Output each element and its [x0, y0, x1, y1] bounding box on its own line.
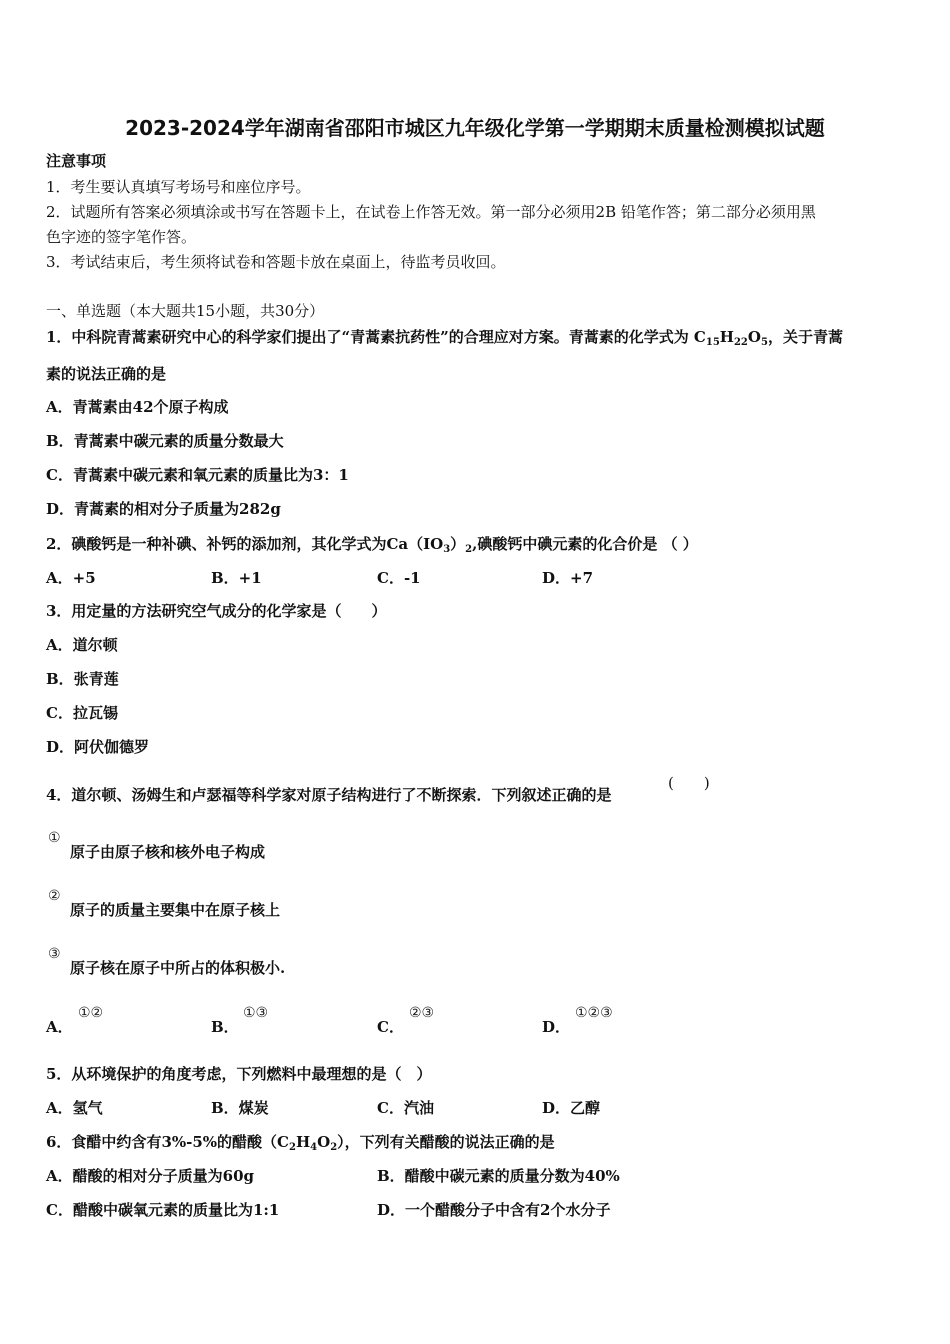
q4-statement-1: 原子由原子核和核外电子构成	[70, 843, 266, 861]
q4-option-d-label[interactable]: D．	[542, 1018, 571, 1036]
q1-stem	[46, 328, 843, 352]
q6-sub-2: 4	[310, 1142, 318, 1153]
q4-statement-1-mark: ①	[48, 830, 61, 846]
q6-sub-3: 2	[330, 1142, 338, 1153]
q2-stem	[46, 535, 698, 559]
q6-option-d[interactable]: D．一个醋酸分子中含有2个水分子	[377, 1201, 611, 1219]
q1-option-c[interactable]: C．青蒿素中碳元素和氧元素的质量比为3：1	[46, 466, 349, 484]
q1-stem-part-b: ，关于青蒿	[767, 328, 843, 346]
q5-option-c[interactable]: C．汽油	[377, 1099, 434, 1117]
q4-option-a-value: ①②	[78, 1005, 104, 1021]
q4-statement-3: 原子核在原子中所占的体积极小.	[70, 959, 286, 977]
q2-stem-part-a: 2．碘酸钙是一种补碘、补钙的添加剂，其化学式为Ca（IO	[46, 535, 444, 553]
q1-mid-2: O	[747, 328, 761, 346]
q1-sub-2: 22	[733, 337, 748, 348]
q6-stem-part-b: ），下列有关醋酸的说法正确的是	[337, 1133, 555, 1151]
q6-option-c[interactable]: C．醋酸中碳氧元素的质量比为1:1	[46, 1201, 280, 1219]
q1-option-b[interactable]: B．青蒿素中碳元素的质量分数最大	[46, 432, 284, 450]
q4-option-b-label[interactable]: B．	[211, 1018, 239, 1036]
notice-item-2: 2．试题所有答案必须填涂或书写在答题卡上，在试卷上作答无效。第一部分必须用2B 铅笔作答；第二部分必须用黑	[46, 203, 816, 221]
page-title: 2023-2024学年湖南省邵阳市城区九年级化学第一学期期末质量检测模拟试题	[125, 116, 825, 140]
q3-option-d[interactable]: D．阿伏伽德罗	[46, 738, 150, 756]
q3-option-c[interactable]: C．拉瓦锡	[46, 704, 118, 722]
q4-statement-2-mark: ②	[48, 888, 61, 904]
q2-stem-part-b: ）	[450, 535, 466, 553]
q4-statement-3-mark: ③	[48, 946, 61, 962]
q6-option-b[interactable]: B．醋酸中碳元素的质量分数为40%	[377, 1167, 620, 1185]
q3-option-b[interactable]: B．张青莲	[46, 670, 119, 688]
q5-option-a[interactable]: A．氢气	[46, 1099, 103, 1117]
notice-item-2-cont: 色字迹的签字笔作答。	[46, 228, 197, 246]
q2-sub-1: 3	[443, 544, 451, 555]
q6-stem-part-a: 6．食醋中约含有3%-5%的醋酸（C	[46, 1133, 289, 1151]
q3-option-a[interactable]: A．道尔顿	[46, 636, 118, 654]
q4-option-b-value: ①③	[243, 1005, 269, 1021]
q4-stem: 4．道尔顿、汤姆生和卢瑟福等科学家对原子结构进行了不断探索．下列叙述正确的是	[46, 786, 612, 804]
notice-heading: 注意事项	[46, 152, 107, 170]
q4-option-c-label[interactable]: C．	[377, 1018, 404, 1036]
q5-option-d[interactable]: D．乙醇	[542, 1099, 601, 1117]
q4-answer-paren: ( )	[668, 774, 710, 792]
section-heading: 一、单选题（本大题共15小题，共30分）	[46, 302, 325, 320]
q6-option-a[interactable]: A．醋酸的相对分子质量为60g	[46, 1167, 255, 1185]
q2-option-a[interactable]: A．+5	[46, 569, 96, 587]
q3-stem: 3．用定量的方法研究空气成分的化学家是（ ）	[46, 602, 387, 620]
q6-stem	[46, 1133, 555, 1157]
q5-stem: 5．从环境保护的角度考虑，下列燃料中最理想的是（ ）	[46, 1065, 432, 1083]
q2-option-c[interactable]: C．-1	[377, 569, 421, 587]
q6-mid-2: O	[317, 1133, 331, 1151]
q4-statement-2: 原子的质量主要集中在原子核上	[70, 901, 281, 919]
q2-option-d[interactable]: D．+7	[542, 569, 594, 587]
q4-option-c-value: ②③	[409, 1005, 435, 1021]
q1-stem-part-a: 1．中科院青蒿素研究中心的科学家们提出了“青蒿素抗药性”的合理应对方案。青蒿素的化学式为 C	[46, 328, 706, 346]
q2-option-b[interactable]: B．+1	[211, 569, 262, 587]
notice-item-3: 3．考试结束后，考生须将试卷和答题卡放在桌面上，待监考员收回。	[46, 253, 506, 271]
q1-option-d[interactable]: D．青蒿素的相对分子质量为282g	[46, 500, 281, 518]
q1-mid-1: H	[719, 328, 734, 346]
q2-sub-2: 2	[465, 544, 473, 555]
q2-stem-part-c: ,碘酸钙中碘元素的化合价是 （ ）	[472, 535, 698, 553]
q1-sub-3: 5	[760, 337, 768, 348]
q1-stem-cont: 素的说法正确的是	[46, 365, 167, 383]
q4-option-a-label[interactable]: A．	[46, 1018, 73, 1036]
q1-sub-1: 15	[705, 337, 720, 348]
q6-mid-1: H	[295, 1133, 311, 1151]
q1-option-a[interactable]: A．青蒿素由42个原子构成	[46, 398, 229, 416]
notice-item-1: 1．考生要认真填写考场号和座位序号。	[46, 178, 311, 196]
q4-option-d-value: ①②③	[575, 1005, 613, 1021]
q5-option-b[interactable]: B．煤炭	[211, 1099, 269, 1117]
q6-sub-1: 2	[288, 1142, 296, 1153]
